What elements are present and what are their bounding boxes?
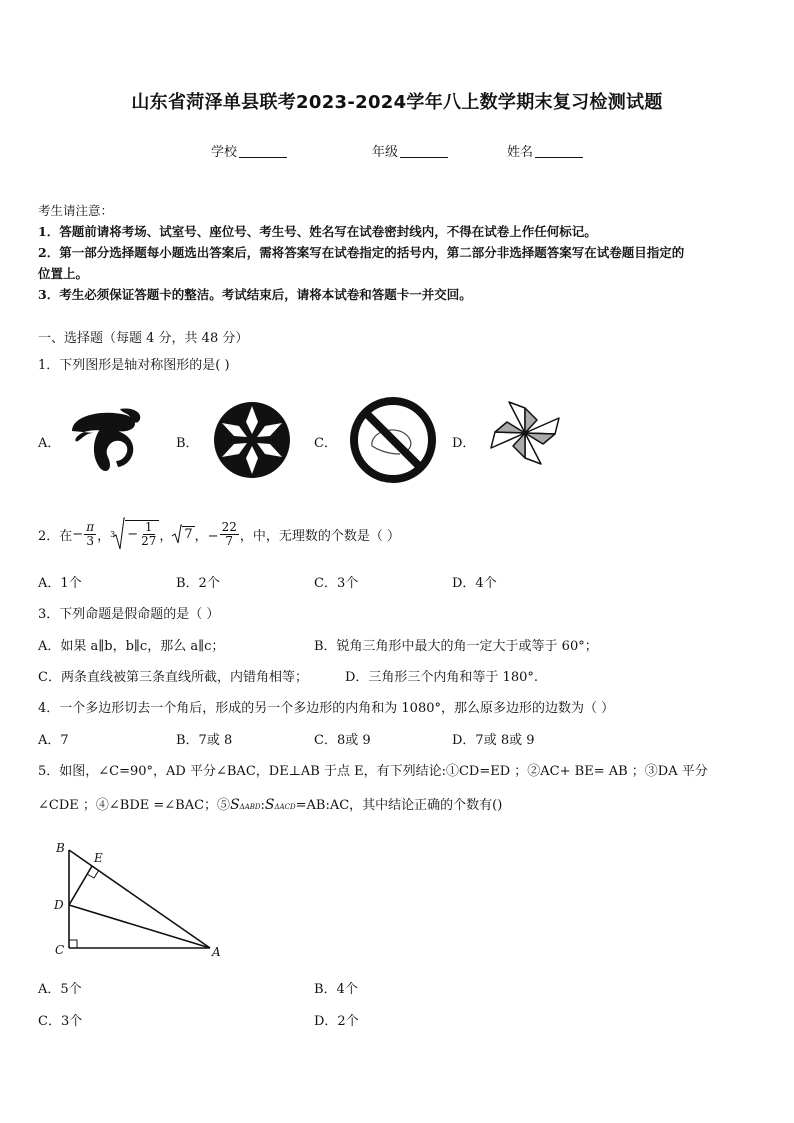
q2-prefix: 2．在 bbox=[38, 528, 73, 544]
notice-block bbox=[38, 200, 760, 305]
q3-option-a: A．如果 a∥b，b∥c，那么 a∥c； bbox=[38, 639, 225, 654]
numerator: 22 bbox=[221, 519, 237, 534]
fraction-22-7 bbox=[220, 521, 239, 548]
area-subscript: ΔABD bbox=[239, 803, 261, 811]
q5-line1: 5．如图，∠C=90°，AD 平分∠BAC，DE⊥AB 于点 E，有下列结论:①CD=ED ；②AC+ BE= AB ；③DA 平分 bbox=[38, 764, 708, 779]
q4-option-b: B．7或 8 bbox=[176, 733, 233, 748]
fraction-1-27 bbox=[139, 521, 158, 548]
radical-sign-icon bbox=[113, 517, 125, 551]
q2-option-c: C．3个 bbox=[314, 576, 359, 591]
sqrt-seven: 7 bbox=[184, 527, 193, 542]
q4-option-d: D．7或 8或 9 bbox=[452, 733, 535, 748]
page-title: 山东省菏泽单县联考2023-2024学年八上数学期末复习检测试题 bbox=[131, 92, 663, 113]
q1-option-b: B． bbox=[176, 436, 199, 451]
q5-option-c: C．3个 bbox=[38, 1014, 83, 1029]
q4-option-c: C．8或 9 bbox=[314, 733, 371, 748]
school-field bbox=[211, 141, 287, 160]
name-label: 姓名 bbox=[507, 145, 534, 160]
q2-option-b: B．2个 bbox=[176, 576, 220, 591]
notice-heading: 考生请注意： bbox=[38, 203, 114, 218]
radical-sign-icon bbox=[172, 524, 182, 544]
q5-option-d: D．2个 bbox=[314, 1014, 359, 1029]
q5-option-b: B．4个 bbox=[314, 982, 358, 997]
name-blank bbox=[535, 144, 583, 158]
label-b: B bbox=[56, 841, 65, 855]
numerator: 1 bbox=[144, 520, 153, 534]
q3-stem: 3．下列命题是假命题的是（ ） bbox=[38, 607, 220, 622]
right-angle-c bbox=[69, 940, 77, 948]
q1-stem: 1．下列图形是轴对称图形的是( ) bbox=[38, 358, 230, 373]
notice-item: 1．答题前请将考场、试室号、座位号、考生号、姓名写在试卷密封线内，不得在试卷上作任何标记。 bbox=[38, 224, 597, 239]
prohibition-sign-icon bbox=[348, 396, 438, 484]
pinwheel-icon bbox=[489, 400, 561, 466]
q2-suffix: ，中，无理数的个数是（ ） bbox=[239, 528, 400, 544]
q1-option-a: A． bbox=[38, 436, 61, 451]
q4-stem: 4．一个多边形切去一个角后，形成的另一个多边形的内角和为 1080°，那么原多边形的边数为（ ） bbox=[38, 701, 615, 716]
q5-line2b: =AB:AC，其中结论正确的个数有() bbox=[295, 798, 503, 813]
ratio-colon: : bbox=[260, 798, 265, 813]
q1-option-d: D． bbox=[452, 436, 476, 451]
area-symbol: S bbox=[264, 797, 275, 813]
notice-item: 2．第一部分选择题每小题选出答案后，需将答案写在试卷指定的括号内，第二部分非选择题答案写在试卷题目指定的 bbox=[38, 245, 685, 260]
numerator: π bbox=[86, 519, 95, 534]
notice-item: 3．考生必须保证答题卡的整洁。考试结束后，请将本试卷和答题卡一并交回。 bbox=[38, 287, 472, 302]
q3-option-b: B．锐角三角形中最大的角一定大于或等于 60°； bbox=[314, 639, 598, 654]
notice-item: 位置上。 bbox=[38, 266, 89, 281]
q5-option-a: A．5个 bbox=[38, 982, 82, 997]
grade-label: 年级 bbox=[372, 145, 399, 160]
q5-line2 bbox=[38, 794, 502, 813]
fraction-pi-3 bbox=[84, 521, 96, 548]
area-symbol: S bbox=[230, 797, 240, 813]
q2-option-a: A．1个 bbox=[38, 576, 82, 591]
label-a: A bbox=[212, 945, 221, 959]
segment-ba bbox=[69, 850, 210, 948]
grade-field bbox=[372, 141, 448, 160]
label-c: C bbox=[55, 943, 65, 957]
denominator: 7 bbox=[225, 533, 234, 548]
label-e: E bbox=[94, 851, 103, 865]
segment-de bbox=[69, 866, 92, 905]
q4-option-a: A．7 bbox=[38, 733, 69, 748]
denominator: 3 bbox=[86, 533, 94, 548]
star-hexagon-icon bbox=[212, 400, 292, 480]
grade-blank bbox=[400, 144, 448, 158]
name-field bbox=[507, 141, 583, 160]
school-label: 学校 bbox=[211, 145, 238, 160]
denominator: 27 bbox=[141, 534, 157, 548]
q1-option-c: C． bbox=[314, 436, 337, 451]
cube-root-index: 3 bbox=[110, 529, 116, 539]
triangle-figure bbox=[50, 838, 240, 962]
telecom-logo-icon bbox=[64, 403, 144, 475]
area-subscript: ΔACD bbox=[274, 803, 296, 811]
section-heading: 一、选择题（每题 4 分，共 48 分） bbox=[38, 331, 249, 346]
label-d: D bbox=[54, 898, 64, 912]
q5-line2a: ∠CDE ；④∠BDE =∠BAC；⑤ bbox=[38, 798, 231, 813]
segment-da bbox=[69, 905, 210, 948]
q2-option-d: D．4个 bbox=[452, 576, 497, 591]
q2-stem: 2．在 − $\frac{\pi}{3}$ ， 3 − $\frac{1}{27}$ ， 7 ，− $\frac{22}{7}$ ，中，无理数的个数是（ ） bbox=[38, 514, 400, 554]
school-blank bbox=[239, 144, 287, 158]
q3-option-c: C．两条直线被第三条直线所截，内错角相等； bbox=[38, 670, 308, 685]
q3-option-d: D．三角形三个内角和等于 180°. bbox=[345, 670, 539, 685]
